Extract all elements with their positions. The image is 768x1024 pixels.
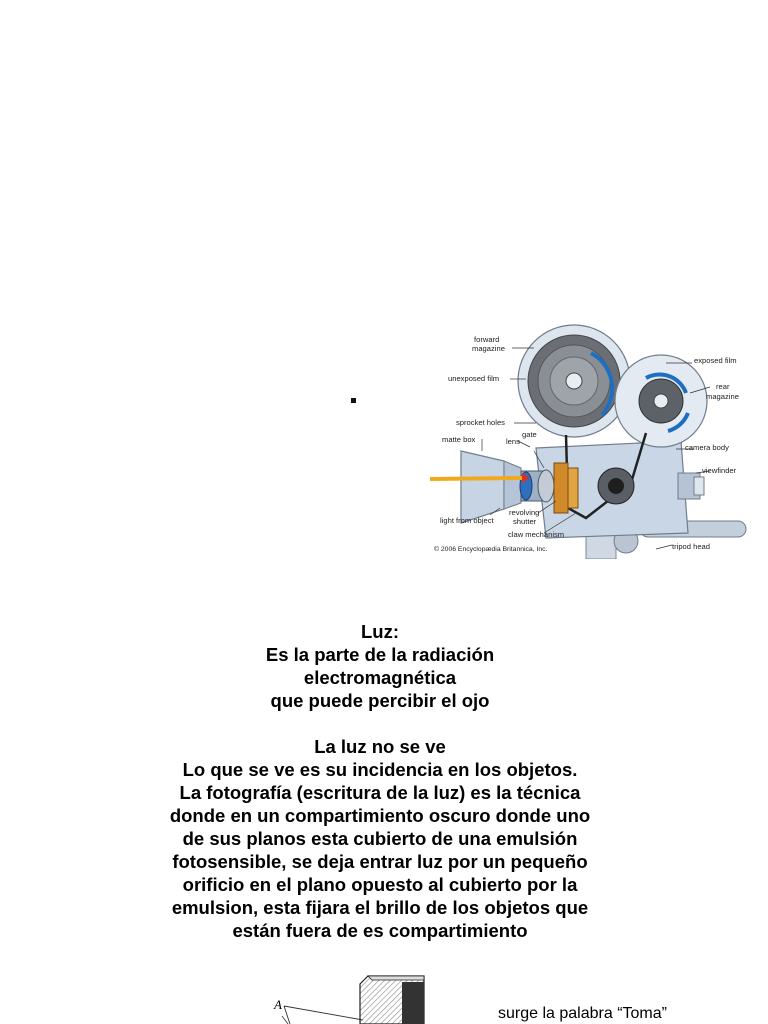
body-line-7: orificio en el plano opuesto al cubierto por la bbox=[182, 874, 578, 895]
body-line-9: están fuera de es compartimiento bbox=[232, 920, 528, 941]
label-revolving-2: shutter bbox=[513, 517, 537, 526]
bullet-dot bbox=[351, 398, 356, 403]
pinhole-camera-diagram bbox=[268, 972, 498, 1024]
label-rear-1: rear bbox=[716, 382, 730, 391]
definition-line-2: electromagnética bbox=[303, 667, 457, 688]
body-line-1: La luz no se ve bbox=[314, 736, 446, 757]
point-a-label: A bbox=[274, 997, 282, 1012]
label-exposed-film: exposed film bbox=[694, 356, 737, 365]
label-copyright: © 2006 Encyclopædia Britannica, Inc. bbox=[434, 546, 548, 553]
label-camera-body: camera body bbox=[685, 443, 729, 452]
label-unexposed-film: unexposed film bbox=[448, 374, 500, 383]
definition-line-3: que puede percibir el ojo bbox=[270, 690, 490, 711]
toma-caption: surge la palabra “Toma” bbox=[498, 1005, 667, 1022]
label-gate: gate bbox=[522, 430, 537, 439]
revolving-shutter-icon bbox=[554, 463, 578, 513]
label-lens: lens bbox=[506, 437, 520, 446]
heading-luz: Luz: bbox=[360, 621, 399, 642]
body-line-4: donde en un compartimiento oscuro donde uno bbox=[169, 805, 591, 826]
box-icon bbox=[360, 976, 424, 1024]
label-sprocket-holes: sprocket holes bbox=[456, 418, 505, 427]
label-revolving-1: revolving bbox=[509, 508, 540, 517]
label-claw-mechanism: claw mechanism bbox=[508, 530, 565, 539]
body-line-8: emulsion, esta fijara el brillo de los objetos que bbox=[171, 897, 589, 918]
definition-line-1: Es la parte de la radiación bbox=[265, 644, 495, 665]
body-line-6: fotosensible, se deja entrar luz por un pequeño bbox=[172, 851, 588, 872]
label-light-from-object: light from object bbox=[440, 516, 494, 525]
label-rear-2: magazine bbox=[706, 392, 739, 401]
lens-icon bbox=[520, 470, 554, 502]
label-viewfinder: viewfinder bbox=[702, 466, 737, 475]
label-forward-2: magazine bbox=[472, 344, 505, 353]
label-forward-1: forward bbox=[474, 335, 500, 344]
movie-camera-diagram bbox=[426, 323, 752, 559]
forward-magazine-icon bbox=[518, 325, 630, 437]
body-line-5: de sus planos esta cubierto de una emulsión bbox=[182, 828, 578, 849]
claw-mechanism-icon bbox=[598, 468, 634, 504]
body-line-3: La fotografía (escritura de la luz) es la técnica bbox=[179, 782, 581, 803]
body-line-2: Lo que se ve es su incidencia en los objetos. bbox=[182, 759, 578, 780]
label-matte-box: matte box bbox=[442, 435, 476, 444]
rear-magazine-icon bbox=[615, 355, 707, 447]
label-tripod-head: tripod head bbox=[672, 542, 710, 551]
luz-text-block bbox=[100, 620, 660, 942]
